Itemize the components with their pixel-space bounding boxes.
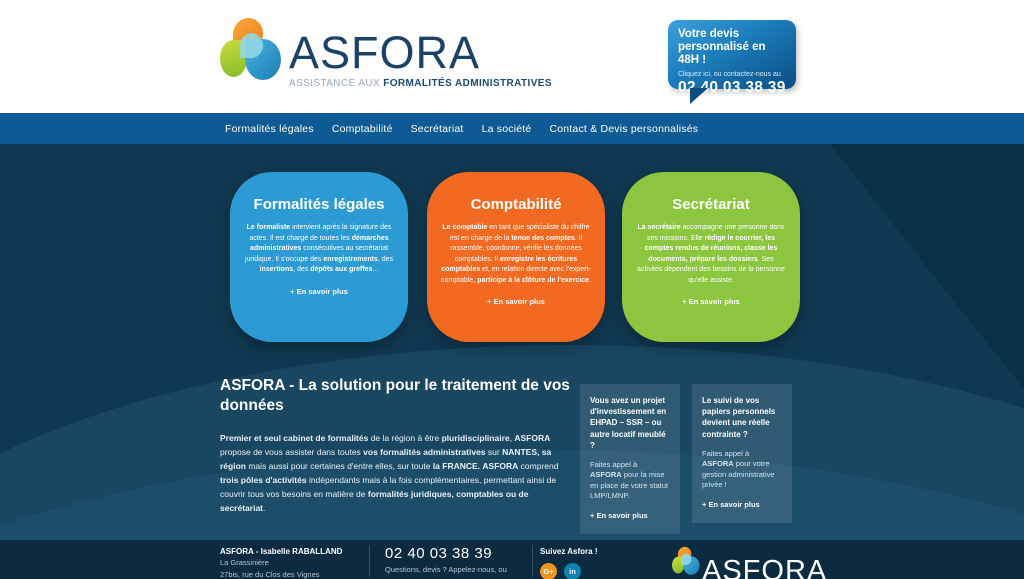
- promo-body: Faites appel à ASFORA pour votre gestion administrative privée !: [702, 448, 775, 490]
- logo-petal-teal-icon: [240, 33, 263, 58]
- service-card-more-link[interactable]: + En savoir plus: [487, 297, 545, 306]
- footer-contact-block: [220, 547, 342, 579]
- asfora-logo-icon: [220, 16, 282, 96]
- footer-logo-wordmark: ASFORA: [702, 555, 828, 579]
- promo-more-link[interactable]: + En savoir plus: [702, 499, 760, 509]
- service-card-title: Formalités légales: [253, 196, 385, 213]
- linkedin-icon[interactable]: in: [564, 563, 581, 579]
- logo-tagline-light: ASSISTANCE AUX: [289, 78, 384, 89]
- footer-company-name: ASFORA - Isabelle RABALLAND: [220, 547, 343, 556]
- promo-box-papiers-personnels: [692, 384, 792, 523]
- footer-phone-number: 02 40 03 38 39: [385, 545, 493, 562]
- logo-petal-teal-icon: [681, 554, 691, 565]
- footer-follow-label: Suivez Asfora !: [540, 547, 598, 556]
- quote-callout-phone: 02 40 03 38 39: [678, 78, 786, 96]
- nav-item-secretariat[interactable]: Secrétariat: [410, 122, 464, 135]
- nav-item-comptabilite[interactable]: Comptabilité: [331, 122, 393, 135]
- main-content: [0, 144, 1024, 540]
- logo-wordmark: ASFORA: [289, 27, 481, 78]
- service-card-secretariat: [622, 172, 800, 342]
- quote-callout-bubble[interactable]: [668, 20, 796, 96]
- footer-phone-block: [385, 545, 507, 574]
- service-card-comptabilite: [427, 172, 605, 342]
- service-card-body: Le comptable en tant que spécialiste du chiffre est en charge de la tenue des comptes. Il rassemble, coordonne, vérifie les données comptables. Il enregistre les écritures comptables et, en relation directe avec l'expert-comptable, participe à la clôture de l'exercice.: [441, 224, 591, 284]
- quote-callout-subtitle: Cliquez ici, ou contactez-nous au: [678, 70, 781, 78]
- footer-divider: [532, 545, 533, 577]
- intro-title: ASFORA - La solution pour le traitement de vos données: [220, 377, 570, 415]
- header: [0, 0, 1024, 113]
- promo-title: Vous avez un projet d'investissement en EHPAD – SSR – ou autre locatif meublé ?: [590, 396, 667, 450]
- logo-tagline-bold: FORMALITÉS ADMINISTRATIVES: [383, 78, 552, 89]
- intro-section: [220, 376, 570, 515]
- nav-item-contact-devis[interactable]: Contact & Devis personnalisés: [549, 122, 699, 135]
- footer-address-line-1: La Grassinière: [220, 558, 269, 567]
- service-card-body: Le formaliste intervient après la signature des actes. Il est chargé de toutes les démarches administratives consécutives au secrétariat juridique. Il s'occupe des enregistrements, des insertions, des dépôts aux greffes...: [244, 224, 394, 273]
- quote-callout-title: Votre devis personnalisé en 48H !: [678, 28, 766, 67]
- footer: [0, 540, 1024, 579]
- logo-tagline: [289, 78, 552, 89]
- footer-social-block: [540, 547, 598, 579]
- intro-body: Premier et seul cabinet de formalités de la région à être pluridisciplinaire, ASFORA propose de vous assister dans toutes vos formalités administratives sur NANTES, sa région mais aussi pour certaines d'entre elles, sur toute la FRANCE. ASFORA comprend trois pôles d'activités indépendants mais à la fois complémentaires, permettant ainsi de couvrir tous vos besoins en matière de formalités juridiques, comptables ou de secrétariat.: [220, 433, 559, 514]
- footer-logo-icon: [672, 546, 685, 562]
- asfora-logo[interactable]: [220, 16, 552, 96]
- footer-divider: [369, 545, 370, 577]
- promo-body: Faites appel à ASFORA pour la mise en place de votre statut LMP/LMNP.: [590, 459, 668, 501]
- promo-title: Le suivi de vos papiers personnels devient une réelle contrainte ?: [702, 396, 776, 439]
- service-card-title: Comptabilité: [470, 196, 562, 213]
- footer-logo[interactable]: [672, 546, 827, 579]
- footer-social-icons: [540, 563, 598, 579]
- promo-more-link[interactable]: + En savoir plus: [590, 510, 648, 520]
- nav-item-formalites-legales[interactable]: Formalités légales: [225, 122, 314, 135]
- promo-box-investissement: [580, 384, 680, 534]
- google-plus-icon[interactable]: G+: [540, 563, 557, 579]
- main-nav: [0, 113, 1024, 144]
- service-card-formalites-legales: [230, 172, 408, 342]
- service-card-body: La secrétaire accompagne une personne dans ses missions. Elle rédige le courrier, les comptes rendus de réunions, classe les documents, prépare les dossiers. Ses activités dépendent des besoins de la personne qu'elle assiste.: [637, 224, 785, 284]
- footer-phone-subtext: Questions, devis ? Appelez-nous, ou: [385, 565, 507, 574]
- footer-address-line-2: 27bis, rue du Clos des Vignes: [220, 570, 320, 579]
- logo-text: [289, 16, 552, 89]
- service-card-more-link[interactable]: + En savoir plus: [290, 286, 348, 296]
- service-card-more-link[interactable]: + En savoir plus: [682, 297, 740, 306]
- nav-item-la-societe[interactable]: La société: [481, 122, 532, 135]
- service-card-title: Secrétariat: [672, 196, 750, 213]
